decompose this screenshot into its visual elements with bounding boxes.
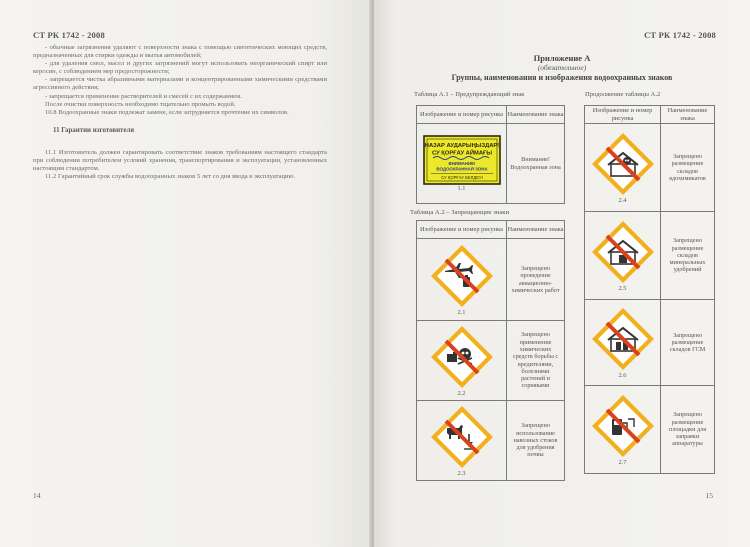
table-a2-caption: Таблица А.2 – Запрещающие знаки: [410, 209, 510, 216]
figure-number: 1.1: [457, 185, 466, 192]
airplane-chemical-icon: [429, 243, 495, 309]
appendix-heading: Группы, наименования и изображения водоохранных знаков: [451, 73, 673, 82]
sign-name: Запрещено применение химических средств борьбы с вредителями, болезнями растений и сорняками: [507, 321, 565, 401]
sign-name: Запрещено проведение авиационно-химических работ: [507, 239, 565, 321]
paragraph: - для удаления смол, масел и других загрязнений могут использовать неорганический спирт или керосин, с соблюдением мер предосторожности;: [33, 60, 327, 76]
sign-name: Запрещено размещение складов минеральных удобрений: [661, 212, 715, 300]
paragraph: После очистки поверхность необходимо тщательно промыть водой.: [45, 100, 236, 108]
refueling-site-icon: [590, 393, 656, 459]
sign-cell: [585, 300, 661, 386]
paragraph: - запрещается чистка абразивными материалами и концентрированными химическими средствами агрессивного действия;: [33, 76, 327, 92]
figure-number: 2.1: [457, 309, 466, 316]
figure-number: 2.6: [618, 372, 627, 379]
sign-text-line: ВНИМАНИЕ!: [447, 161, 476, 166]
sign-cell: [417, 239, 507, 321]
skull-chemical-icon: [429, 324, 495, 390]
column-header-image: Изображение и номер рисунка: [417, 106, 507, 124]
sign-cell: [585, 124, 661, 212]
table-a2-cont-caption: Продолжение таблицы А.2: [585, 91, 661, 98]
paragraph: - обычные загрязнения удаляют с поверхности знака с помощью синтетических моющих средств, предназначенных для стирки одежды и мытья автомобилей;: [33, 44, 327, 60]
sign-text-line: СУ ҚОРҒАУ АЙМАҒЫ: [431, 150, 492, 157]
sign-name: Запрещено размещение складов ГСМ: [661, 300, 715, 386]
cattle-manure-icon: [429, 404, 495, 470]
sign-cell: [585, 212, 661, 300]
left-page-number: 14: [33, 491, 41, 500]
appendix-title: Приложение А: [533, 53, 591, 63]
sign-cell: [585, 386, 661, 474]
chemical-warehouse-icon: [590, 131, 656, 197]
column-header-image: Изображение и номер рисунка: [417, 221, 507, 239]
right-page-header: СТ РК 1742 - 2008: [644, 30, 716, 40]
left-page-body: [33, 44, 327, 181]
table-a2: [416, 220, 565, 481]
left-page-header: СТ РК 1742 - 2008: [33, 30, 105, 40]
sign-cell: [417, 321, 507, 401]
sign-name: Запрещено размещение складов ядохимикатов: [661, 124, 715, 212]
sign-cell: [417, 401, 507, 481]
sign-name: Запрещено использование навозных стоков для удобрения почвы: [507, 401, 565, 481]
left-page: [0, 0, 372, 547]
sign-text-line: СУ ҚОРҒАУ БЕЛДЕУІ: [440, 175, 483, 180]
section-title: 11 Гарантии изготовителя: [53, 126, 135, 134]
sign-name: Запрещено размещение площадки для заправки аппаратуры: [661, 386, 715, 474]
figure-number: 2.7: [618, 459, 627, 466]
sign-text-line: ВОДООХРАННАЯ ЗОНА: [435, 166, 488, 172]
table-a1: [416, 105, 565, 204]
column-header-image: Изображение и номер рисунка: [585, 106, 661, 124]
figure-number: 2.4: [618, 197, 627, 204]
figure-number: 2.2: [457, 390, 466, 397]
fuel-warehouse-icon: [590, 306, 656, 372]
table-a2-continued: [584, 105, 715, 474]
right-page: [374, 0, 750, 547]
sign-text-line: НАЗАР АУДАРЫҢЫЗДАР!: [424, 143, 499, 149]
right-page-number: 15: [705, 491, 713, 500]
column-header-name: Наименование знака: [507, 221, 565, 239]
sign-name: Внимание! Водоохранная зона: [507, 124, 565, 204]
fertilizer-warehouse-icon: [590, 219, 656, 285]
paragraph: 10.8 Водоохранные знаки подлежат замене, если затрудняется прочтение их символов.: [45, 108, 289, 116]
table-a1-caption: Таблица А.1 – Предупреждающий знак: [414, 91, 525, 98]
paragraph: 11.1 Изготовитель должен гарантировать соответствие знаков требованиям настоящего стандарта при соблюдении потребителем условий хранения, транспортирования и эксплуатации, установленных настоящим стандартом.: [33, 148, 327, 173]
paragraph: - запрещается применение растворителей и смесей с их содержанием.: [45, 92, 242, 100]
column-header-name: Наименование знака: [661, 106, 715, 124]
water-protection-zone-sign: [423, 135, 501, 185]
figure-number: 2.3: [457, 470, 466, 477]
paragraph: 11.2 Гарантийный срок службы водоохранных знаков 5 лет со дня ввода в эксплуатацию.: [45, 173, 296, 181]
appendix-note: (обязательное): [537, 63, 587, 72]
figure-number: 2.5: [618, 285, 627, 292]
sign-cell: [417, 124, 507, 204]
column-header-name: Наименование знака: [507, 106, 565, 124]
